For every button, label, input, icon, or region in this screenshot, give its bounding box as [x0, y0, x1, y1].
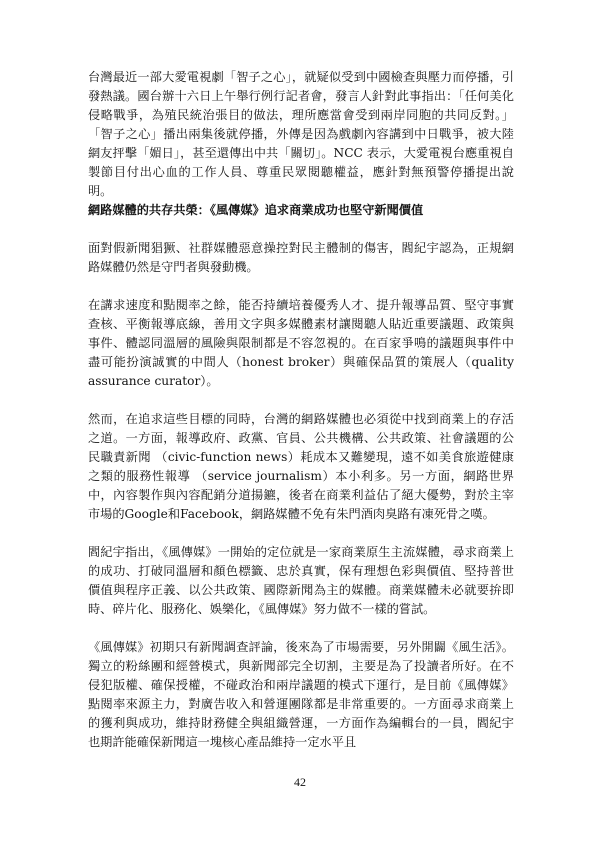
- document-body: [88, 68, 514, 752]
- paragraph-storm-media-positioning: 閻紀宇指出，《風傳媒》一開始的定位就是一家商業原生主流媒體，尋求商業上的成功、打破同溫層和顏色標籤、忠於真實，保有理想色彩與價值、堅持普世價值與程序正義、以公共政策、國際新聞為主的媒體。商業媒體未必就要拚即時、碎片化、服務化、娛樂化，《風傳媒》努力做不一樣的嘗試。: [88, 545, 514, 616]
- page-number: 42: [294, 775, 306, 789]
- paragraph-drama-suspension: 台灣最近一部大愛電視劇「智子之心」，就疑似受到中國檢查與壓力而停播，引發熱議。國台辦十六日上午舉行例行記者會，發言人針對此事指出：「任何美化侵略戰爭，為殖民統治張目的做法，理所應當會受到兩岸同胞的共同反對。」「智子之心」播出兩集後就停播，外傳是因為戲劇內容講到中日戰爭，被大陸網友抨擊「媚日」，甚至還傳出中共「關切」。NCC 表示，大愛電視台應重視自製節目付出心血的工作人員、尊重民眾閱聽權益，應針對無預警停播提出說明。: [88, 70, 514, 198]
- paragraph-storm-life: 《風傳媒》初期只有新聞調查評論，後來為了市場需要，另外開闢《風生活》。獨立的粉絲團和經營模式，與新聞部完全切割，主要是為了投讀者所好。在不侵犯版權、確保授權，不碰政治和兩岸議題的模式下運行，是目前《風傳媒》點閱率來源主力，對廣告收入和營運團隊都是非常重要的。一方面尋求商業上的獲利與成功，維持財務健全與組織營運，一方面作為編輯台的一員，閻紀宇也期許能確保新聞這一塊核心產品維持一定水平且: [88, 640, 514, 749]
- paragraph-business-survival: 然而，在追求這些目標的同時，台灣的網路媒體也必須從中找到商業上的存活之道。一方面，報導政府、政黨、官員、公共機構、公共政策、社會議題的公民職責新聞 （civic-function news）耗成本又難變現，遠不如美食旅遊健康之類的服務性報導 （service journalism）本小利多。另一方面，網路世界中，內容製作與內容配銷分道揚鑣，後者在商業利益佔了絕大優勢，對於主宰市場的Google和Facebook，網路媒體不免有朱門酒肉臭路有凍死骨之嘆。: [88, 412, 514, 521]
- paragraph-gatekeeper: 面對假新聞猖獗、社群媒體惡意操控對民主體制的傷害，閻紀宇認為，正規網路媒體仍然是守門者與發動機。: [88, 241, 514, 274]
- section-heading: 網路媒體的共存共榮：《風傳媒》追求商業成功也堅守新聞價值: [88, 203, 424, 217]
- paragraph-quality-standards: 在講求速度和點閱率之餘，能否持續培養優秀人才、提升報導品質、堅守事實查核、平衡報導底線，善用文字與多媒體素材讓閱聽人貼近重要議題、政策與事件、體認同溫層的風險與限制都是不容忽視的。在百家爭鳴的議題與事件中盡可能扮演誠實的中間人（honest broker）與確保品質的策展人（quality assurance curator）。: [88, 298, 514, 388]
